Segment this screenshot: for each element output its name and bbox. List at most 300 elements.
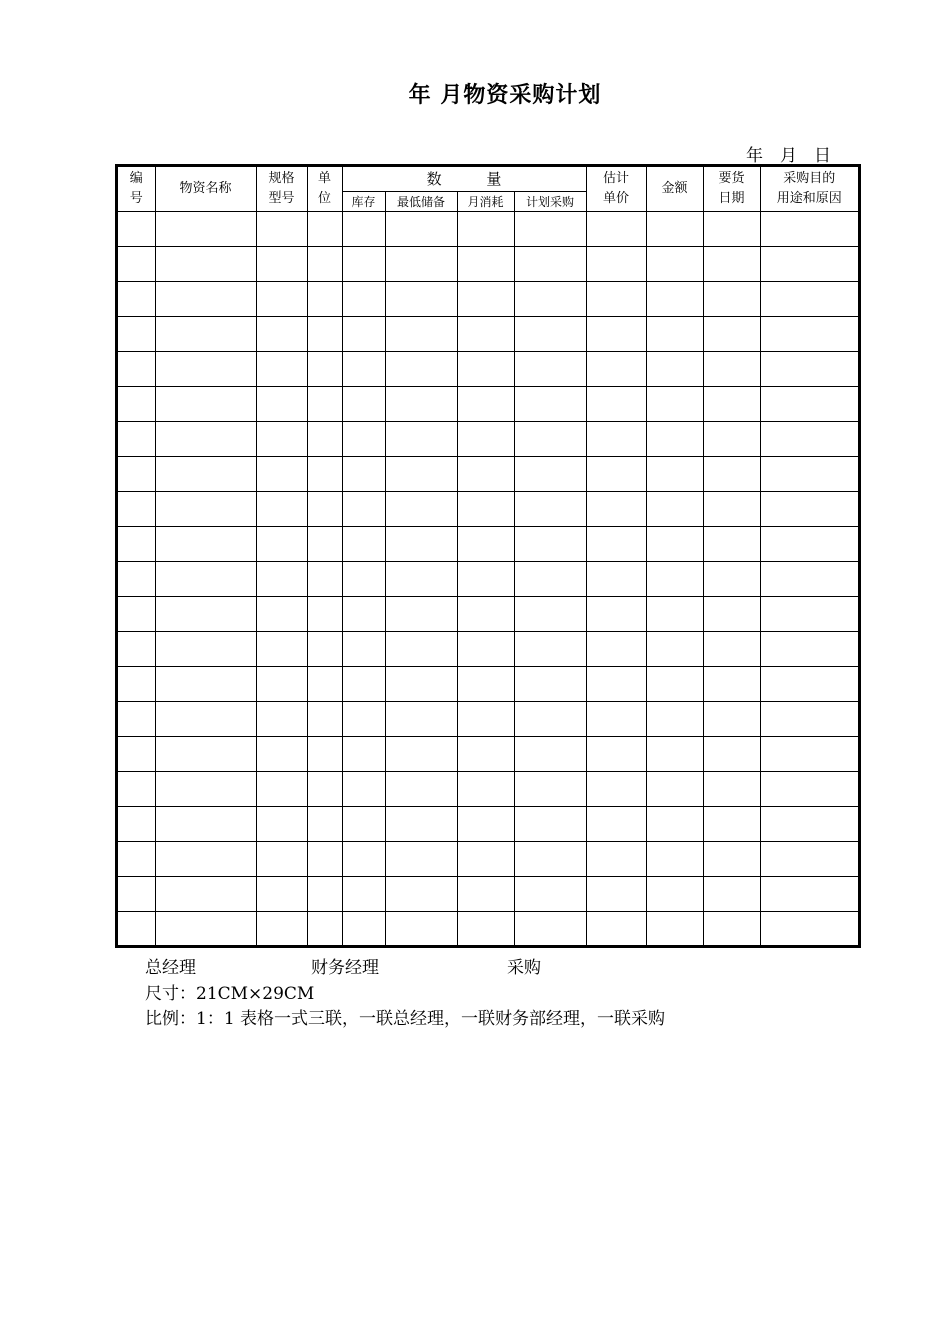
table-cell[interactable] — [385, 386, 457, 421]
header-serial-line1: 编 — [129, 170, 143, 186]
table-cell[interactable] — [385, 561, 457, 596]
table-cell[interactable] — [155, 666, 256, 701]
header-monthly-consumption: 月消耗 — [457, 191, 514, 211]
table-cell[interactable] — [703, 596, 760, 631]
table-cell[interactable] — [586, 386, 646, 421]
table-cell[interactable] — [703, 911, 760, 946]
table-cell[interactable] — [342, 281, 385, 316]
table-cell[interactable] — [514, 456, 586, 491]
table-cell[interactable] — [514, 351, 586, 386]
table-cell[interactable] — [586, 246, 646, 281]
table-cell[interactable] — [385, 246, 457, 281]
table-cell[interactable] — [457, 316, 514, 351]
table-cell[interactable] — [307, 666, 342, 701]
table-cell[interactable] — [342, 386, 385, 421]
table-cell[interactable] — [586, 421, 646, 456]
table-cell[interactable] — [703, 526, 760, 561]
table-cell[interactable] — [457, 736, 514, 771]
table-cell[interactable] — [586, 316, 646, 351]
table-row — [118, 561, 858, 596]
table-row — [118, 246, 858, 281]
table-cell[interactable] — [118, 736, 155, 771]
table-cell[interactable] — [155, 911, 256, 946]
table-cell[interactable] — [586, 491, 646, 526]
table-cell[interactable] — [342, 806, 385, 841]
table-cell[interactable] — [155, 456, 256, 491]
ratio-note: 比例：1：1 表格一式三联，一联总经理，一联财务部经理，一联采购 — [145, 1009, 666, 1029]
table-cell[interactable] — [256, 561, 307, 596]
table-cell[interactable] — [155, 421, 256, 456]
table-cell[interactable] — [457, 351, 514, 386]
table-cell[interactable] — [703, 246, 760, 281]
table-cell[interactable] — [256, 806, 307, 841]
table-row — [118, 491, 858, 526]
purchase-plan-table — [118, 167, 858, 946]
table-cell[interactable] — [155, 491, 256, 526]
table-cell[interactable] — [514, 526, 586, 561]
table-cell[interactable] — [118, 771, 155, 806]
table-cell[interactable] — [586, 351, 646, 386]
table-cell[interactable] — [646, 316, 703, 351]
table-cell[interactable] — [256, 281, 307, 316]
table-cell[interactable] — [760, 911, 858, 946]
header-purpose-line2: 用途和原因 — [776, 190, 842, 206]
table-cell[interactable] — [307, 526, 342, 561]
header-serial-line2: 号 — [129, 190, 143, 206]
table-cell[interactable] — [307, 351, 342, 386]
table-cell[interactable] — [646, 771, 703, 806]
table-cell[interactable] — [586, 596, 646, 631]
table-cell[interactable] — [760, 316, 858, 351]
header-amount: 金额 — [646, 167, 703, 211]
table-cell[interactable] — [703, 701, 760, 736]
table-cell[interactable] — [646, 666, 703, 701]
table-row — [118, 771, 858, 806]
table-cell[interactable] — [118, 281, 155, 316]
table-cell[interactable] — [118, 386, 155, 421]
header-unit — [307, 167, 342, 211]
table-cell[interactable] — [385, 701, 457, 736]
table-cell[interactable] — [342, 351, 385, 386]
header-due-date-line2: 日期 — [718, 190, 745, 206]
table-cell[interactable] — [586, 631, 646, 666]
table-cell[interactable] — [342, 246, 385, 281]
table-cell[interactable] — [155, 386, 256, 421]
table-cell[interactable] — [342, 526, 385, 561]
table-cell[interactable] — [385, 806, 457, 841]
table-row — [118, 806, 858, 841]
table-cell[interactable] — [646, 701, 703, 736]
table-cell[interactable] — [118, 316, 155, 351]
table-cell[interactable] — [586, 211, 646, 246]
table-cell[interactable] — [118, 421, 155, 456]
table-cell[interactable] — [760, 876, 858, 911]
table-cell[interactable] — [514, 211, 586, 246]
table-cell[interactable] — [646, 841, 703, 876]
table-cell[interactable] — [646, 281, 703, 316]
table-cell[interactable] — [586, 911, 646, 946]
table-cell[interactable] — [155, 561, 256, 596]
table-cell[interactable] — [514, 246, 586, 281]
table-cell[interactable] — [307, 281, 342, 316]
table-cell[interactable] — [155, 771, 256, 806]
table-row — [118, 841, 858, 876]
table-row — [118, 281, 858, 316]
table-cell[interactable] — [703, 386, 760, 421]
table-cell[interactable] — [385, 736, 457, 771]
table-cell[interactable] — [457, 526, 514, 561]
table-cell[interactable] — [307, 316, 342, 351]
table-cell[interactable] — [155, 876, 256, 911]
table-cell[interactable] — [385, 491, 457, 526]
date-label: 年 月 日 — [746, 146, 831, 166]
table-cell[interactable] — [760, 386, 858, 421]
table-cell[interactable] — [342, 841, 385, 876]
table-cell[interactable] — [307, 596, 342, 631]
table-cell[interactable] — [342, 456, 385, 491]
table-cell[interactable] — [760, 631, 858, 666]
table-cell[interactable] — [514, 841, 586, 876]
table-cell[interactable] — [760, 701, 858, 736]
table-cell[interactable] — [646, 211, 703, 246]
table-cell[interactable] — [457, 491, 514, 526]
table-cell[interactable] — [155, 806, 256, 841]
table-cell[interactable] — [256, 526, 307, 561]
table-cell[interactable] — [703, 841, 760, 876]
table-cell[interactable] — [307, 771, 342, 806]
table-cell[interactable] — [155, 351, 256, 386]
table-cell[interactable] — [514, 561, 586, 596]
table-cell[interactable] — [703, 281, 760, 316]
table-cell[interactable] — [342, 316, 385, 351]
size-note: 尺寸：21CM×29CM — [145, 984, 315, 1004]
table-cell[interactable] — [703, 211, 760, 246]
table-cell[interactable] — [457, 561, 514, 596]
table-row — [118, 631, 858, 666]
table-cell[interactable] — [307, 736, 342, 771]
table-cell[interactable] — [703, 456, 760, 491]
table-cell[interactable] — [646, 526, 703, 561]
table-cell[interactable] — [256, 316, 307, 351]
table-cell[interactable] — [457, 666, 514, 701]
table-cell[interactable] — [646, 631, 703, 666]
table-cell[interactable] — [118, 561, 155, 596]
table-cell[interactable] — [307, 806, 342, 841]
table-cell[interactable] — [118, 211, 155, 246]
table-cell[interactable] — [703, 491, 760, 526]
table-cell[interactable] — [307, 561, 342, 596]
table-cell[interactable] — [256, 246, 307, 281]
table-cell[interactable] — [514, 386, 586, 421]
table-cell[interactable] — [256, 421, 307, 456]
table-cell[interactable] — [256, 596, 307, 631]
table-cell[interactable] — [256, 456, 307, 491]
table-row — [118, 211, 858, 246]
table-cell[interactable] — [514, 316, 586, 351]
table-row — [118, 911, 858, 946]
table-cell[interactable] — [118, 631, 155, 666]
table-cell[interactable] — [118, 666, 155, 701]
table-cell[interactable] — [703, 421, 760, 456]
table-cell[interactable] — [514, 771, 586, 806]
header-due-date-line1: 要货 — [718, 170, 745, 186]
table-cell[interactable] — [342, 911, 385, 946]
table-cell[interactable] — [307, 456, 342, 491]
header-spec — [256, 167, 307, 211]
table-cell[interactable] — [155, 316, 256, 351]
table-cell[interactable] — [760, 771, 858, 806]
table-cell[interactable] — [256, 771, 307, 806]
purchase-plan-table-frame — [115, 164, 861, 948]
table-cell[interactable] — [514, 911, 586, 946]
table-cell[interactable] — [457, 911, 514, 946]
table-cell[interactable] — [514, 281, 586, 316]
table-row — [118, 421, 858, 456]
table-cell[interactable] — [385, 596, 457, 631]
table-cell[interactable] — [256, 666, 307, 701]
table-cell[interactable] — [342, 701, 385, 736]
table-row — [118, 596, 858, 631]
table-cell[interactable] — [646, 736, 703, 771]
table-cell[interactable] — [457, 211, 514, 246]
table-cell[interactable] — [256, 631, 307, 666]
table-cell[interactable] — [457, 806, 514, 841]
table-row — [118, 456, 858, 491]
table-cell[interactable] — [646, 596, 703, 631]
table-cell[interactable] — [514, 876, 586, 911]
table-cell[interactable] — [307, 246, 342, 281]
table-cell[interactable] — [385, 351, 457, 386]
table-cell[interactable] — [646, 351, 703, 386]
table-cell[interactable] — [307, 421, 342, 456]
table-cell[interactable] — [586, 841, 646, 876]
table-cell[interactable] — [646, 806, 703, 841]
table-cell[interactable] — [118, 596, 155, 631]
table-cell[interactable] — [342, 666, 385, 701]
header-spec-line1: 规格 — [268, 170, 295, 186]
table-cell[interactable] — [586, 561, 646, 596]
table-cell[interactable] — [457, 246, 514, 281]
header-planned-purchase: 计划采购 — [514, 191, 586, 211]
table-cell[interactable] — [342, 736, 385, 771]
table-cell[interactable] — [256, 701, 307, 736]
table-cell[interactable] — [586, 876, 646, 911]
header-due-date — [703, 167, 760, 211]
table-cell[interactable] — [514, 631, 586, 666]
table-cell[interactable] — [385, 421, 457, 456]
table-cell[interactable] — [514, 806, 586, 841]
table-cell[interactable] — [118, 841, 155, 876]
table-cell[interactable] — [703, 806, 760, 841]
table-cell[interactable] — [703, 771, 760, 806]
signature-gm: 总经理 — [145, 958, 196, 978]
table-cell[interactable] — [514, 666, 586, 701]
table-cell[interactable] — [760, 351, 858, 386]
table-cell[interactable] — [646, 911, 703, 946]
table-cell[interactable] — [760, 736, 858, 771]
header-est-price-line2: 单价 — [603, 190, 630, 206]
table-cell[interactable] — [760, 211, 858, 246]
table-cell[interactable] — [457, 456, 514, 491]
table-cell[interactable] — [760, 526, 858, 561]
table-cell[interactable] — [155, 701, 256, 736]
table-cell[interactable] — [760, 666, 858, 701]
table-row — [118, 386, 858, 421]
table-cell[interactable] — [457, 421, 514, 456]
table-cell[interactable] — [457, 281, 514, 316]
table-cell[interactable] — [342, 631, 385, 666]
table-cell[interactable] — [385, 666, 457, 701]
table-cell[interactable] — [586, 736, 646, 771]
table-cell[interactable] — [514, 596, 586, 631]
table-cell[interactable] — [457, 596, 514, 631]
table-cell[interactable] — [307, 876, 342, 911]
table-row — [118, 316, 858, 351]
table-cell[interactable] — [155, 631, 256, 666]
table-cell[interactable] — [118, 701, 155, 736]
table-cell[interactable] — [155, 736, 256, 771]
table-cell[interactable] — [760, 841, 858, 876]
table-row — [118, 736, 858, 771]
table-cell[interactable] — [118, 246, 155, 281]
table-cell[interactable] — [703, 561, 760, 596]
table-cell[interactable] — [514, 421, 586, 456]
table-cell[interactable] — [385, 911, 457, 946]
table-row — [118, 666, 858, 701]
table-row — [118, 351, 858, 386]
table-cell[interactable] — [342, 876, 385, 911]
header-est-price — [586, 167, 646, 211]
table-cell[interactable] — [457, 386, 514, 421]
table-cell[interactable] — [307, 386, 342, 421]
table-cell[interactable] — [385, 211, 457, 246]
table-cell[interactable] — [586, 771, 646, 806]
table-cell[interactable] — [342, 561, 385, 596]
table-cell[interactable] — [385, 876, 457, 911]
table-cell[interactable] — [646, 386, 703, 421]
table-cell[interactable] — [760, 491, 858, 526]
table-cell[interactable] — [646, 246, 703, 281]
table-cell[interactable] — [118, 351, 155, 386]
header-min-reserve: 最低储备 — [385, 191, 457, 211]
table-cell[interactable] — [256, 211, 307, 246]
table-cell[interactable] — [342, 491, 385, 526]
table-cell[interactable] — [118, 491, 155, 526]
table-cell[interactable] — [307, 211, 342, 246]
table-cell[interactable] — [155, 526, 256, 561]
table-cell[interactable] — [760, 561, 858, 596]
table-cell[interactable] — [586, 456, 646, 491]
table-cell[interactable] — [118, 911, 155, 946]
table-cell[interactable] — [307, 631, 342, 666]
table-cell[interactable] — [760, 596, 858, 631]
table-cell[interactable] — [118, 806, 155, 841]
table-cell[interactable] — [256, 386, 307, 421]
table-cell[interactable] — [514, 736, 586, 771]
table-cell[interactable] — [703, 631, 760, 666]
table-cell[interactable] — [586, 281, 646, 316]
table-cell[interactable] — [385, 526, 457, 561]
table-cell[interactable] — [646, 456, 703, 491]
table-cell[interactable] — [646, 421, 703, 456]
table-cell[interactable] — [307, 911, 342, 946]
form-title: 年 月物资采购计划 — [408, 82, 602, 108]
table-cell[interactable] — [256, 911, 307, 946]
table-cell[interactable] — [457, 631, 514, 666]
table-cell[interactable] — [586, 806, 646, 841]
table-cell[interactable] — [385, 631, 457, 666]
table-cell[interactable] — [256, 876, 307, 911]
table-cell[interactable] — [760, 456, 858, 491]
table-cell[interactable] — [385, 456, 457, 491]
header-est-price-line1: 估计 — [603, 170, 630, 186]
table-cell[interactable] — [385, 316, 457, 351]
table-row — [118, 526, 858, 561]
table-cell[interactable] — [385, 771, 457, 806]
table-cell[interactable] — [703, 666, 760, 701]
table-cell[interactable] — [760, 246, 858, 281]
table-cell[interactable] — [256, 491, 307, 526]
table-cell[interactable] — [703, 736, 760, 771]
table-cell[interactable] — [155, 596, 256, 631]
table-cell[interactable] — [118, 456, 155, 491]
table-cell[interactable] — [385, 281, 457, 316]
table-cell[interactable] — [155, 281, 256, 316]
table-cell[interactable] — [760, 281, 858, 316]
table-cell[interactable] — [256, 736, 307, 771]
table-cell[interactable] — [256, 351, 307, 386]
table-cell[interactable] — [457, 841, 514, 876]
table-cell[interactable] — [118, 526, 155, 561]
table-cell[interactable] — [307, 701, 342, 736]
table-cell[interactable] — [457, 876, 514, 911]
header-stock: 库存 — [342, 191, 385, 211]
table-cell[interactable] — [586, 526, 646, 561]
table-cell[interactable] — [514, 701, 586, 736]
table-cell[interactable] — [385, 841, 457, 876]
table-cell[interactable] — [342, 771, 385, 806]
table-cell[interactable] — [514, 491, 586, 526]
table-row — [118, 876, 858, 911]
table-cell[interactable] — [703, 316, 760, 351]
table-cell[interactable] — [155, 841, 256, 876]
table-cell[interactable] — [760, 421, 858, 456]
table-cell[interactable] — [155, 211, 256, 246]
table-cell[interactable] — [256, 841, 307, 876]
table-cell[interactable] — [342, 211, 385, 246]
table-cell[interactable] — [118, 876, 155, 911]
table-cell[interactable] — [342, 421, 385, 456]
table-cell[interactable] — [342, 596, 385, 631]
table-cell[interactable] — [586, 701, 646, 736]
table-cell[interactable] — [646, 491, 703, 526]
table-cell[interactable] — [646, 561, 703, 596]
table-row — [118, 701, 858, 736]
table-cell[interactable] — [703, 351, 760, 386]
table-cell[interactable] — [457, 701, 514, 736]
table-cell[interactable] — [155, 246, 256, 281]
header-unit-line2: 位 — [317, 190, 331, 206]
table-cell[interactable] — [646, 876, 703, 911]
table-cell[interactable] — [760, 806, 858, 841]
table-cell[interactable] — [703, 876, 760, 911]
table-cell[interactable] — [586, 666, 646, 701]
signature-purchasing: 采购 — [507, 958, 541, 978]
table-cell[interactable] — [457, 771, 514, 806]
table-cell[interactable] — [307, 841, 342, 876]
header-purpose-line1: 采购目的 — [783, 170, 836, 186]
table-cell[interactable] — [307, 491, 342, 526]
